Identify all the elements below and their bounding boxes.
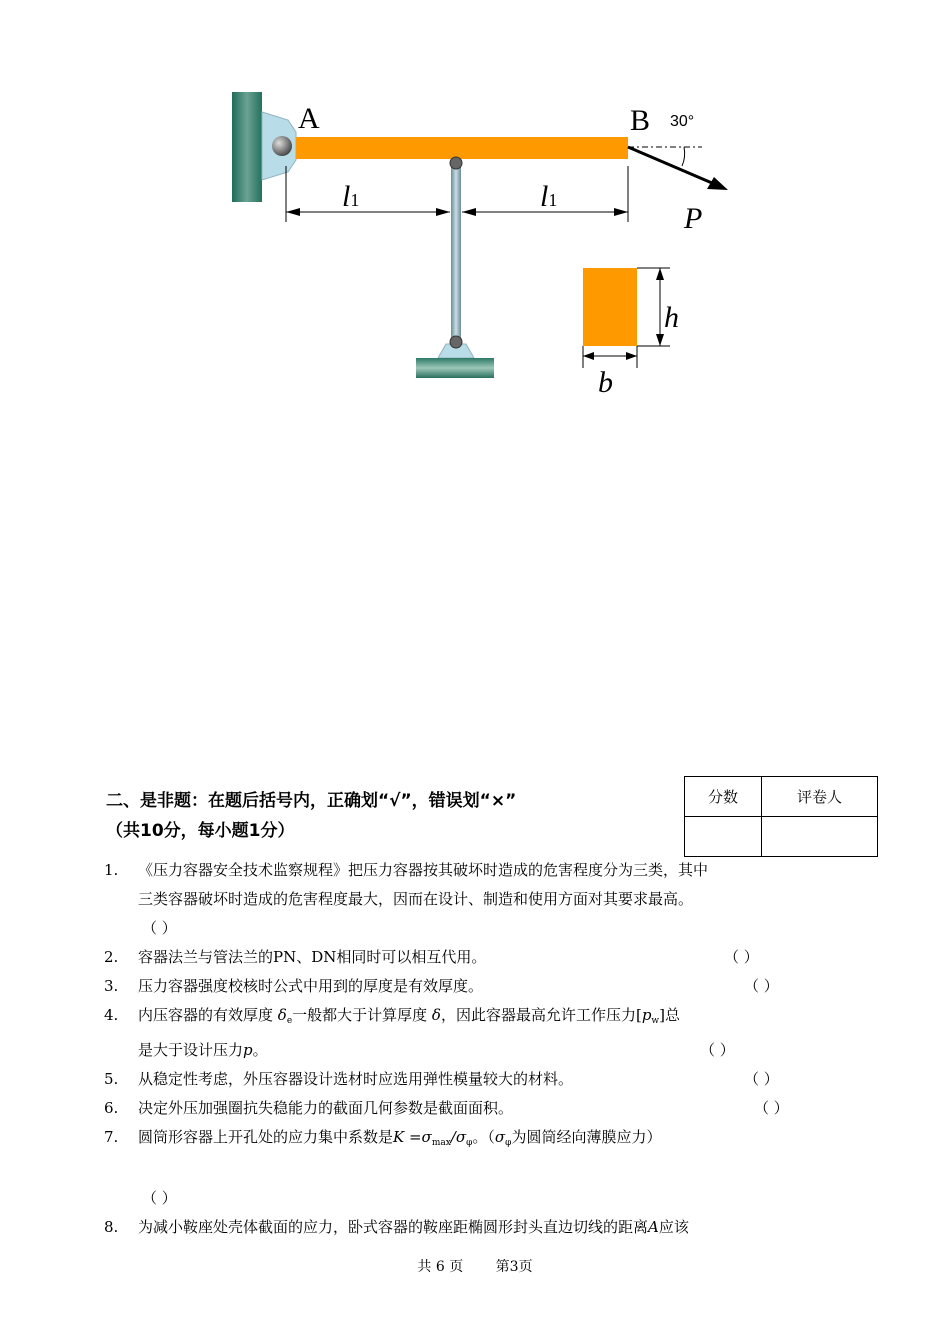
- sigma-symbol: σ: [494, 1128, 506, 1146]
- question-7: [104, 1123, 864, 1213]
- question-1-line2: 三类容器破坏时造成的危害程度最大，因而在设计、制造和使用方面对其要求最高。: [138, 890, 694, 908]
- question-2: [104, 943, 864, 972]
- answer-blank-6[interactable]: （ ）: [754, 1099, 789, 1117]
- dim-b-label: b: [598, 366, 613, 399]
- dim-h-label: h: [664, 301, 679, 334]
- question-4: [104, 1001, 864, 1065]
- question-number: 1.: [104, 861, 119, 879]
- current-page: 第3页: [495, 1259, 533, 1275]
- wall-support: [232, 92, 262, 202]
- question-number: 5.: [104, 1070, 119, 1088]
- force-arrow-shaft: [628, 147, 712, 183]
- dim-b-arrow-left: [583, 352, 594, 360]
- question-3: [104, 972, 864, 1001]
- dim-arrow-2: [436, 208, 450, 216]
- dim-h-arrow-top: [656, 268, 664, 280]
- force-label: P: [684, 202, 703, 235]
- answer-blank-5[interactable]: （ ）: [744, 1070, 779, 1088]
- question-number: 6.: [104, 1099, 119, 1117]
- question-1-line1: 《压力容器安全技术监察规程》把压力容器按其破坏时造成的危害程度分为三类，其中: [138, 861, 709, 879]
- subscript-e: e: [286, 1016, 293, 1026]
- question-6-text: 决定外压加强圈抗失稳能力的截面几何参数是截面面积。: [138, 1099, 514, 1117]
- grader-header: 评卷人: [762, 777, 878, 817]
- answer-blank-4[interactable]: （ ）: [700, 1041, 735, 1059]
- length-label-right: l1: [540, 180, 558, 213]
- angle-label: 30°: [670, 113, 695, 130]
- question-5-text: 从稳定性考虑，外压容器设计选材时应选用弹性模量较大的材料。: [138, 1070, 574, 1088]
- p-symbol: p: [243, 1041, 253, 1059]
- dim-arrow-4: [614, 208, 628, 216]
- score-header: 分数: [685, 777, 762, 817]
- question-number: 4.: [104, 1006, 119, 1024]
- section-heading: [106, 786, 686, 846]
- answer-blank-1[interactable]: （ ）: [142, 919, 177, 937]
- question-number: 8.: [104, 1218, 119, 1236]
- score-table: [684, 776, 878, 857]
- answer-blank-3[interactable]: （ ）: [744, 977, 779, 995]
- total-pages: 共 6 页: [417, 1259, 464, 1275]
- mechanics-figure: [0, 0, 950, 420]
- beam: [296, 137, 628, 159]
- answer-blank-2[interactable]: （ ）: [724, 948, 759, 966]
- question-4-line2-b: 。: [252, 1041, 268, 1059]
- dim-h-arrow-bottom: [656, 334, 664, 346]
- pin-bottom: [450, 336, 462, 348]
- question-4-text-c: ，因此容器最高允许工作压力[: [440, 1006, 642, 1024]
- question-6: [104, 1094, 864, 1123]
- question-7-text-b: 。（: [472, 1128, 495, 1146]
- subscript-w: w: [651, 1016, 660, 1026]
- subscript-max: max: [431, 1138, 451, 1148]
- question-2-text: 容器法兰与管法兰的PN、DN相同时可以相互代用。: [138, 948, 487, 966]
- question-8: [104, 1213, 864, 1242]
- score-cell[interactable]: [685, 817, 762, 857]
- question-4-line2-a: 是大于设计压力: [138, 1041, 244, 1059]
- delta-symbol-2: δ: [431, 1006, 441, 1024]
- question-4-text-a: 内压容器的有效厚度: [138, 1006, 278, 1024]
- a-symbol: A: [648, 1218, 659, 1236]
- questions-list: [104, 856, 864, 1242]
- question-5: [104, 1065, 864, 1094]
- question-number: 2.: [104, 948, 119, 966]
- formula-divide: /σ: [450, 1128, 467, 1146]
- delta-symbol: δ: [277, 1006, 287, 1024]
- pin-a: [272, 136, 292, 156]
- strut: [451, 163, 461, 341]
- question-number: 3.: [104, 977, 119, 995]
- section-title-line1: 二、是非题：在题后括号内，正确划“√”，错误划“×”: [106, 791, 517, 811]
- subscript-phi-2: φ: [505, 1138, 512, 1148]
- question-7-text-c: 为圆筒经向薄膜应力）: [511, 1128, 662, 1146]
- section-title-line2: （共10分，每小题1分）: [106, 821, 295, 841]
- page-footer: [0, 1256, 950, 1276]
- question-3-text: 压力容器强度校核时公式中用到的厚度是有效厚度。: [138, 977, 484, 995]
- subscript-phi: φ: [466, 1138, 473, 1148]
- question-8-text-a: 为减小鞍座处壳体截面的应力，卧式容器的鞍座距椭圆形封头直边切线的距离: [138, 1218, 649, 1236]
- dim-arrow-1: [286, 208, 300, 216]
- dim-b-arrow-right: [626, 352, 637, 360]
- dim-arrow-3: [462, 208, 476, 216]
- ground-base: [416, 358, 494, 378]
- answer-blank-7[interactable]: （ ）: [142, 1189, 177, 1207]
- question-number: 7.: [104, 1128, 119, 1146]
- question-7-text-a: 圆筒形容器上开孔处的应力集中系数是: [138, 1128, 394, 1146]
- formula-k: K =σ: [393, 1128, 432, 1146]
- pw-symbol: p: [641, 1006, 652, 1024]
- length-label-left: l1: [342, 180, 360, 213]
- cross-section: [583, 268, 637, 346]
- label-a: A: [298, 102, 320, 135]
- grader-cell[interactable]: [762, 817, 878, 857]
- question-8-text-b: 应该: [658, 1218, 689, 1236]
- label-b: B: [630, 104, 651, 137]
- pin-top: [450, 157, 462, 169]
- question-4-text-b: 一般都大于计算厚度: [292, 1006, 432, 1024]
- question-4-text-d: ]总: [659, 1006, 680, 1024]
- angle-arc: [682, 147, 685, 166]
- question-1: [104, 856, 864, 943]
